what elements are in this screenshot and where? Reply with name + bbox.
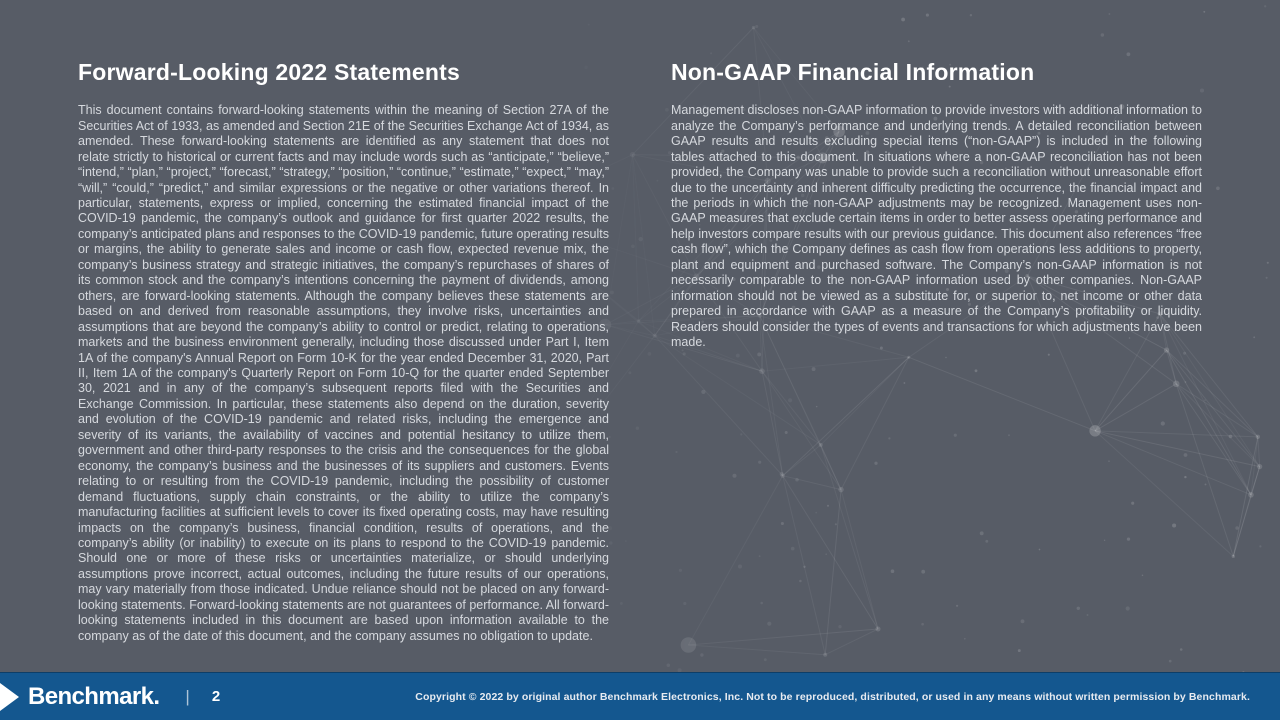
copyright-text: Copyright © 2022 by original author Benchmark Electronics, Inc. Not to be reproduced, distributed, or used in any means without written permission by Benchmark. [415, 690, 1250, 703]
non-gaap-title: Non-GAAP Financial Information [671, 59, 1035, 85]
section-forward-looking [78, 60, 609, 644]
section-non-gaap [671, 60, 1202, 644]
forward-looking-body: This document contains forward-looking statements within the meaning of Section 27A of the Securities Act of 1933, as amended and Section 21E of the Securities Exchange Act of 1934, as amended. These forward-looking statements are identified as any statement that does not relate strictly to historical or current facts and may include words such as “anticipate,” “believe,” “intend,” “plan,” “project,” “forecast,” “strategy,” “position,” “continue,” “estimate,” “expect,” “may,” “will,” “could,” “predict,” and similar expressions or the negative or other variations thereof. In particular, statements, express or implied, concerning the estimated financial impact of the COVID-19 pandemic, the company’s outlook and guidance for first quarter 2022 results, the company’s anticipated plans and responses to the COVID-19 pandemic, future operating results or margins, the ability to generate sales and income or cash flow, expected revenue mix, the company’s business strategy and strategic initiatives, the company’s repurchases of shares of its common stock and the company’s intentions concerning the payment of dividends, among others, are forward-looking statements. Although the company believes these statements are based on and derived from reasonable assumptions, they involve risks, uncertainties and assumptions that are beyond the company’s ability to control or predict, relating to operations, markets and the business environment generally, including those discussed under Part I, Item 1A of the company's Annual Report on Form 10-K for the year ended December 31, 2020, Part II, Item 1A of the company's Quarterly Report on Form 10-Q for the quarter ended September 30, 2021 and in any of the company’s subsequent reports filed with the Securities and Exchange Commission. In particular, these statements also depend on the duration, severity and evolution of the COVID-19 pandemic and related risks, including the emergence and severity of its variants, the availability of vaccines and potential hesitancy to utilize them, government and other third-party responses to the crisis and the consequences for the global economy, the company’s business and the businesses of its suppliers and customers. Events relating to or resulting from the COVID-19 pandemic, including the possibility of customer demand fluctuations, supply chain constraints, or the ability to utilize the company’s manufacturing facilities at sufficient levels to cover its fixed operating costs, may have resulting impacts on the company’s business, financial condition, results of operations, and the company’s ability (or inability) to execute on its plans to respond to the COVID-19 pandemic. Should one or more of these risks or uncertainties materialize, or should underlying assumptions prove incorrect, actual outcomes, including the future results of our operations, may vary materially from those indicated. Undue reliance should not be placed on any forward-looking statements. Forward-looking statements are not guarantees of performance. All forward-looking statements included in this document are based upon information available to the company as of the date of this document, and the company assumes no obligation to update. [78, 103, 609, 643]
forward-looking-title: Forward-Looking 2022 Statements [78, 59, 460, 85]
footer-brand [0, 673, 220, 720]
benchmark-logo-text: Benchmark. [28, 682, 160, 710]
footer-bar [0, 672, 1280, 720]
non-gaap-body: Management discloses non-GAAP information to provide investors with additional information to analyze the Company’s performance and underlying trends. A detailed reconciliation between GAAP results and results excluding special items (“non-GAAP”) is included in the following tables attached to this document. In situations where a non-GAAP reconciliation has not been provided, the Company was unable to provide such a reconciliation without unreasonable effort due to the uncertainty and inherent difficulty predicting the occurrence, the financial impact and the periods in which the non-GAAP adjustments may be recognized. Management uses non-GAAP measures that exclude certain items in order to better assess operating performance and help investors compare results with our previous guidance. This document also references “free cash flow”, which the Company defines as cash flow from operations less additions to property, plant and equipment and purchased software. The Company’s non-GAAP information is not necessarily comparable to the non-GAAP information used by other companies. Non-GAAP information should not be viewed as a substitute for, or superior to, net income or other data prepared in accordance with GAAP as a measure of the Company’s profitability or liquidity. Readers should consider the types of events and transactions for which adjustments have been made. [671, 103, 1202, 350]
benchmark-logo-triangle-icon [0, 683, 19, 711]
page-number: 2 [211, 688, 221, 705]
footer-separator: | [185, 686, 190, 706]
